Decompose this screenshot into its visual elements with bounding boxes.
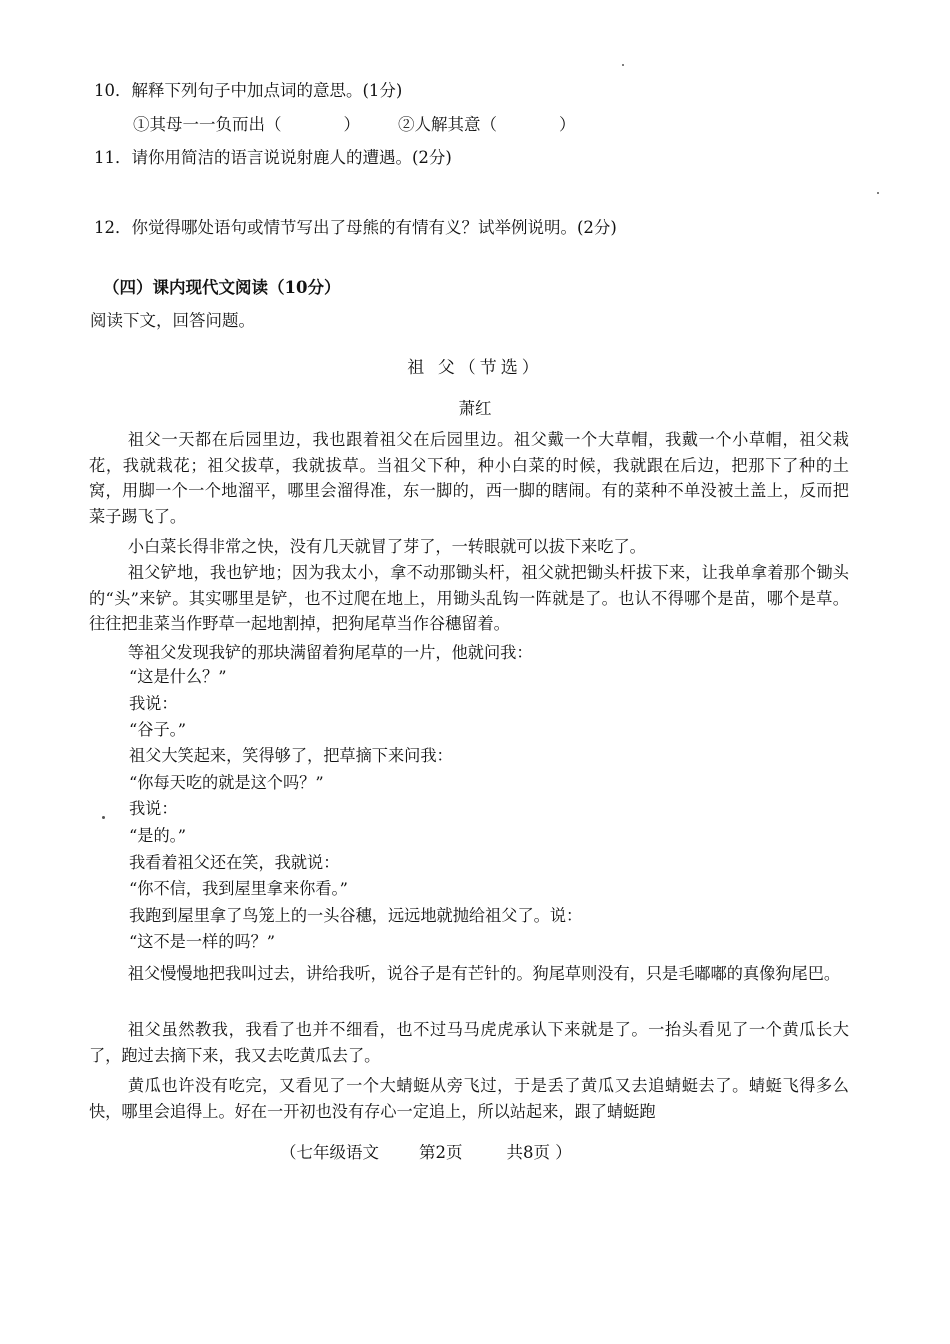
question-11: 11．请你用简洁的语言说说射鹿人的遭遇。(2分) <box>94 148 452 167</box>
scan-speck <box>877 192 879 194</box>
dialogue-line: “你每天吃的就是这个吗？” <box>129 773 324 792</box>
question-10-item-a-close: ） <box>343 115 360 134</box>
paragraph-1: 祖父一天都在后园里边，我也跟着祖父在后园里边。祖父戴一个大草帽，我戴一个小草帽，祖父栽花，我就栽花；祖父拔草，我就拔草。当祖父下种，种小白菜的时候，我就跟在后边，把那下了种的土窝，用脚一个一个地溜平，哪里会溜得准，东一脚的，西一脚的瞎闹。有的菜种不单没被土盖上，反而把菜子踢飞了。 <box>89 430 849 526</box>
scan-speck <box>102 816 105 819</box>
question-10-item-a: ①其母一一负而出（ <box>133 115 282 134</box>
dialogue-line: “你不信，我到屋里拿来你看。” <box>129 879 348 898</box>
article-title: 祖 父（节选） <box>407 358 543 378</box>
footer-subject: （七年级语文 <box>280 1143 379 1162</box>
dialogue-line: “谷子。” <box>129 720 187 739</box>
dialogue-line: “这是什么？” <box>129 667 227 686</box>
dialogue-line: “这不是一样的吗？” <box>129 932 276 951</box>
footer-total-pages: 共8页 ） <box>506 1143 572 1162</box>
paragraph-3: 祖父铲地，我也铲地；因为我太小，拿不动那锄头杆，祖父就把锄头杆拔下来，让我单拿着那个锄头的“头”来铲。其实哪里是铲，也不过爬在地上，用锄头乱钩一阵就是了。也认不得哪个是苗，哪个是草。往往把韭菜当作野草一起地割掉，把狗尾草当作谷穗留着。 <box>89 563 849 634</box>
question-12: 12．你觉得哪处语句或情节写出了母熊的有情有义？试举例说明。(2分) <box>94 218 617 237</box>
question-10: 10．解释下列句子中加点词的意思。(1分) <box>94 81 403 100</box>
section-heading: （四）课内现代文阅读（10分） <box>103 278 341 297</box>
paragraph-5: 祖父慢慢地把我叫过去，讲给我听，说谷子是有芒针的。狗尾草则没有，只是毛嘟嘟的真像狗尾巴。 <box>127 964 841 983</box>
dialogue-line: 我说： <box>129 694 178 713</box>
dialogue-line: 祖父大笑起来，笑得够了，把草摘下来问我： <box>129 746 453 765</box>
question-10-item-b-close: ） <box>559 115 576 134</box>
dialogue-line: 我看着祖父还在笑，我就说： <box>129 853 340 872</box>
scan-speck <box>622 64 624 66</box>
dialogue-line: 我跑到屋里拿了鸟笼上的一头谷穗，远远地就抛给祖父了。说： <box>129 906 583 925</box>
paragraph-7: 黄瓜也许没有吃完，又看见了一个大蜻蜓从旁飞过，于是丢了黄瓜又去追蜻蜓去了。蜻蜓飞得多么快，哪里会追得上。好在一开初也没有存心一定追上，所以站起来，跟了蜻蜓跑 <box>89 1076 849 1121</box>
article-author: 萧红 <box>458 399 492 418</box>
section-instruction: 阅读下文，回答问题。 <box>90 311 255 330</box>
question-10-items <box>133 114 576 136</box>
paragraph-4: 等祖父发现我铲的那块满留着狗尾草的一片，他就问我： <box>127 643 533 662</box>
paragraph-6: 祖父虽然教我，我看了也并不细看，也不过马马虎虎承认下来就是了。一抬头看见了一个黄瓜长大了，跑过去摘下来，我又去吃黄瓜去了。 <box>89 1020 849 1065</box>
dialogue-line: 我说： <box>129 799 178 818</box>
paragraph-2: 小白菜长得非常之快，没有几天就冒了芽了，一转眼就可以拔下来吃了。 <box>127 537 646 556</box>
question-10-item-b: ②人解其意（ <box>398 115 497 134</box>
page-footer <box>280 1139 572 1163</box>
dialogue-line: “是的。” <box>129 826 187 845</box>
footer-page-number: 第2页 <box>419 1143 463 1162</box>
